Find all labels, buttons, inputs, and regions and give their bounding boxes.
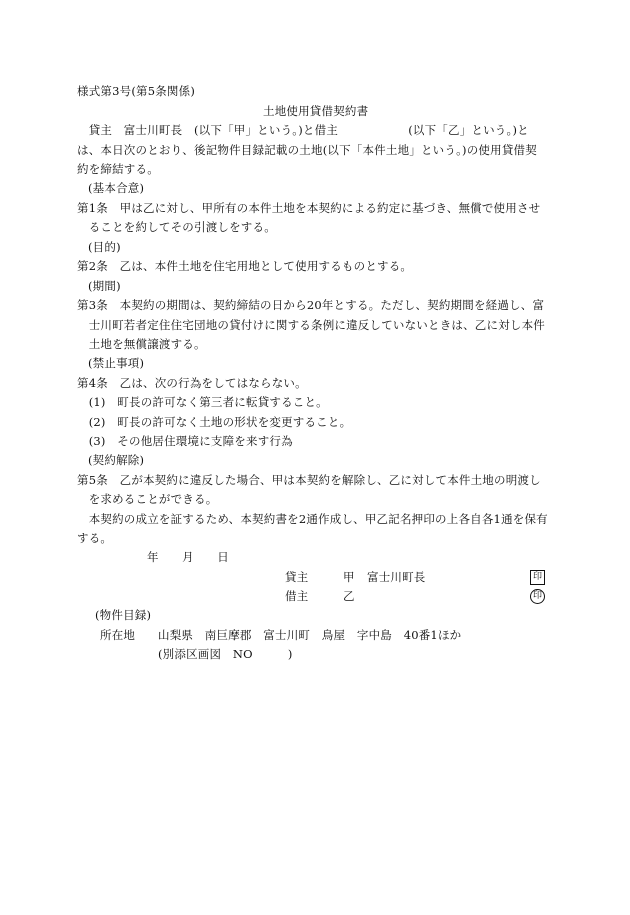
- borrower-party: 乙: [343, 589, 355, 603]
- article-4-item-3: (3) その他居住環境に支障を来す行為: [77, 434, 293, 448]
- preamble-line-3: 約を締結する。: [77, 162, 159, 176]
- article-1-heading: (基本合意): [88, 181, 145, 195]
- property-address: 山梨県 南巨摩郡 富士川町 鳥屋 字中島 40番1ほか: [158, 628, 462, 642]
- article-2-heading: (目的): [88, 240, 121, 254]
- article-5-heading: (契約解除): [88, 453, 145, 467]
- lender-party: 甲: [343, 570, 355, 584]
- date-line: 年 月 日: [147, 550, 229, 564]
- article-1-line-1: 第1条 甲は乙に対し、甲所有の本件土地を本契約による約定に基づき、無償で使用させ: [77, 201, 541, 215]
- article-4-item-2: (2) 町長の許可なく土地の形状を変更すること。: [77, 415, 352, 429]
- document-title: 土地使用貸借契約書: [263, 104, 369, 118]
- article-4-item-1: (1) 町長の許可なく第三者に転貸すること。: [77, 395, 328, 409]
- form-number: 様式第3号(第5条関係): [77, 84, 196, 98]
- property-map-reference: (別添区画図 NO ): [158, 647, 293, 661]
- preamble-line-2: は、本日次のとおり、後記物件目録記載の土地(以下「本件土地」という。)の使用貸借契: [77, 143, 537, 157]
- borrower-seal-icon: 印: [530, 589, 545, 604]
- article-5-line-1: 第5条 乙が本契約に違反した場合、甲は本契約を解除し、乙に対して本件土地の明渡し: [77, 473, 541, 487]
- lender-name: 富士川町長: [367, 570, 426, 584]
- article-5-line-2: を求めることができる。: [77, 492, 218, 506]
- lender-role: 貸主: [285, 570, 309, 584]
- property-heading: (物件目録): [95, 608, 152, 622]
- article-3-line-1: 第3条 本契約の期間は、契約締結の日から20年とする。ただし、契約期間を経過し、富: [77, 298, 545, 312]
- article-4-line-1: 第4条 乙は、次の行為をしてはならない。: [77, 376, 307, 390]
- article-3-line-2: 士川町若者定住住宅団地の貸付けに関する条例に違反していないときは、乙に対し本件: [77, 318, 545, 332]
- borrower-role: 借主: [285, 589, 309, 603]
- article-4-heading: (禁止事項): [88, 356, 145, 370]
- closing-line-1: 本契約の成立を証するため、本契約書を2通作成し、甲乙記名押印の上各自各1通を保有: [77, 512, 548, 526]
- article-3-heading: (期間): [88, 279, 121, 293]
- closing-line-2: する。: [77, 531, 113, 545]
- article-2-line-1: 第2条 乙は、本件土地を住宅用地として使用するものとする。: [77, 259, 413, 273]
- lender-seal-icon: 印: [530, 570, 545, 585]
- article-3-line-3: 土地を無償譲渡する。: [77, 337, 206, 351]
- property-location-label: 所在地: [100, 628, 136, 642]
- preamble-line-1: 貸主 富士川町長 (以下「甲」という。)と借主 (以下「乙」という。)と: [77, 123, 529, 137]
- article-1-line-2: ることを約してその引渡しをする。: [77, 220, 276, 234]
